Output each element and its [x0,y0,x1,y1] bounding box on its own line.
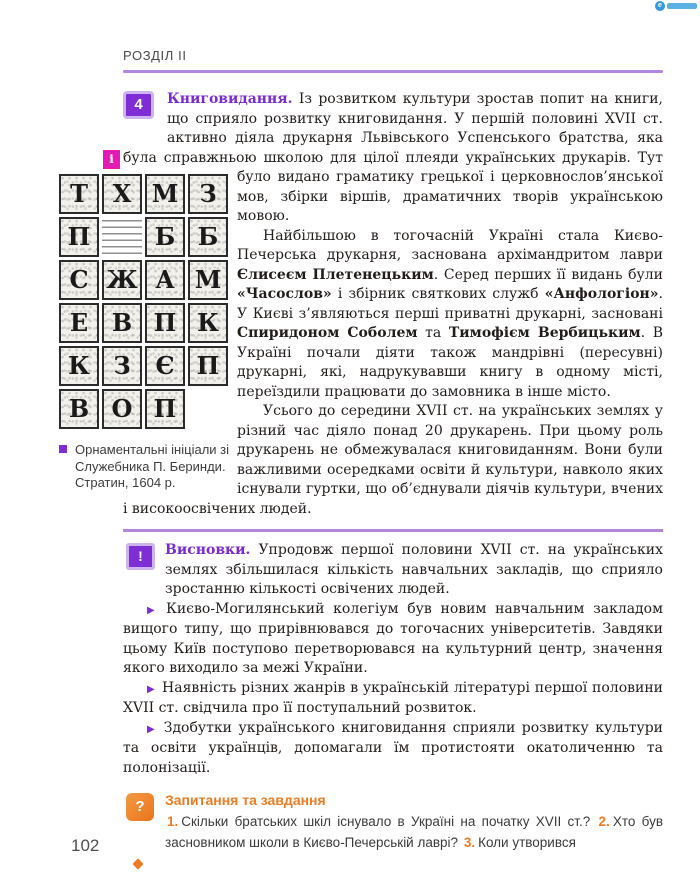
conclusion-item [123,719,663,779]
ornamental-initial-cell: Є [145,346,185,386]
paragraph-text: . В Україні почали діяти також мандрівні (пересувні) друкарні, які, надрукувавши книгу в одному місті, переїздили працювати до замовника в інше місто. [237,325,663,400]
paragraph-press-role: Усього до середини XVII ст. на українських землях у різний час діяло понад 20 друкарень. При цьому роль друкарень не обмежувалася книговиданням. Вони були важливими осередками освіти й культури, навколо яких існували гуртки, що об’єднували діячів культури, вчених і високоосвічених людей. [123,403,663,517]
emphasized-name: Тимофієм Вербицьким [448,325,641,341]
ornamental-initial-cell: П [188,346,228,386]
conclusions-section [123,529,663,778]
conclusion-text: Наявність різних жанрів в українській літературі першої половини XVII ст. свідчила про її поступальний розвиток. [123,679,663,716]
triangle-bullet-icon: ▶ [147,604,159,616]
paragraph-text: . У Києві з’являються перші приватні друкарні, засновані [237,286,663,322]
ornamental-initial-cell: Х [102,174,142,214]
paragraph-text: Найбільшою в тогочасній Україні стала Києво-Печерська друкарня, заснована архімандритом лаври [237,227,663,263]
conclusions-intro [165,541,663,600]
caption-text: Орнаментальні ініціали зі Служебника П. Беринди. Стратин, 1604 р. [75,442,230,490]
ornamental-initial-cell: С [59,260,99,300]
ornamental-initial-cell: З [188,174,228,214]
article-text [67,90,663,519]
initials-grid [59,174,229,429]
page-number: 102 [71,836,100,855]
question-text: Скільки братських шкіл існувало в Україні на початку XVII ст.? [181,814,597,829]
initials-text-block [102,217,142,257]
ornamental-initial-cell: К [59,346,99,386]
initials-row [59,260,229,300]
ornamental-initial-cell: Б [145,217,185,257]
ornamental-initial-cell: К [188,303,228,343]
conclusion-item [123,679,663,719]
ornamental-initial-cell: В [59,389,99,429]
chapter-rule [123,70,663,73]
ornamental-initial-cell: В [102,303,142,343]
section-number-badge: 4 [123,91,154,119]
paragraph-text: і збірник святкових служб [331,286,545,302]
question-number: 1. [167,814,179,829]
questions-section [123,792,663,853]
emphasized-name: Спиридоном Соболем [237,325,418,341]
ornamental-initial-cell: Ж [102,260,142,300]
paragraph-text: Із розвитком культури зростав попит на книги, що сприяло розвитку книговидання. У першій половині XVII ст. активно діяла друкарня Львівського Успенського братства, яка була справжньою школою для цілої плеяди українських друкарів. Тут було видано граматику грецької і церковнослов’янської [123,91,663,185]
paragraph-text: та [417,325,449,341]
question-text: Коли утворився [478,834,576,850]
chapter-heading: РОЗДІЛ II [123,48,187,63]
ornamental-initial-cell: П [145,303,185,343]
ornamental-initial-cell: П [145,389,185,429]
question-number: 2. [598,814,610,829]
initials-row [59,346,229,386]
initials-row [59,389,229,429]
exclamation-icon: ! [126,543,155,570]
ornamental-initials-figure [59,174,229,492]
initials-row [59,174,229,214]
emphasized-name: Єлисеєм Плетенецьким [237,266,434,283]
conclusion-text: Здобутки українського книговидання сприяли розвитку культури та освіти українців, допомагали їм протистояти окатоличенню та полонізації. [123,719,663,776]
paragraph-text: . Серед перших її видань були [433,266,663,283]
ornamental-initial-cell: О [102,389,142,429]
conclusion-item [123,600,663,679]
emphasized-name: «Часослов» [237,286,332,302]
initials-row [59,303,229,343]
section-title: Книговидання. [167,91,293,107]
caption-square-bullet-icon [59,445,67,453]
conclusions-intro-text: Упродовж першої половини XVII ст. на українських землях збільшилася кількість навчальних закладів, що сприяло зростанню кількості освічених людей. [165,542,664,597]
ornamental-initial-cell: М [188,260,228,300]
question-text: Хто був засновником школи в Києво-Печерській лаврі? [165,814,664,850]
ornamental-initial-cell: Е [59,303,99,343]
watermark-monogram-icon: e [655,1,665,11]
emphasized-name: «Анфологіон» [544,286,659,302]
figure-caption [59,442,229,492]
question-number: 3. [463,834,476,850]
ornamental-initial-cell: П [59,217,99,257]
diamond-bullet-icon [132,858,143,869]
triangle-bullet-icon: ▶ [147,723,157,735]
questions-text [165,812,663,853]
conclusion-text: Києво-Могилянський колегіум був новим навчальним закладом вищого типу, що прирівнювався до тогочасних університетів. Завдяки цьому Київ поступово перетворювався на культурний центр, значення якого виходило за межі України. [123,600,663,676]
info-margin-icon: і [103,150,120,169]
ornamental-initial-cell: Т [59,174,99,214]
triangle-bullet-icon: ▶ [147,683,156,695]
questions-heading: Запитання та завдання [165,792,326,808]
watermark-text-bar [667,3,697,9]
conclusions-heading: Висновки. [165,542,251,558]
ornamental-initial-cell: А [145,260,185,300]
ornamental-initial-cell: М [145,174,185,214]
paragraph-text: мов, збірки віршів, драматичних творів українською мовою. [237,188,663,224]
site-watermark-logo [655,1,697,11]
ornamental-initial-cell: З [102,346,142,386]
initials-row [59,217,229,257]
ornamental-initial-cell: Б [188,217,228,257]
question-mark-icon: ? [126,793,154,821]
